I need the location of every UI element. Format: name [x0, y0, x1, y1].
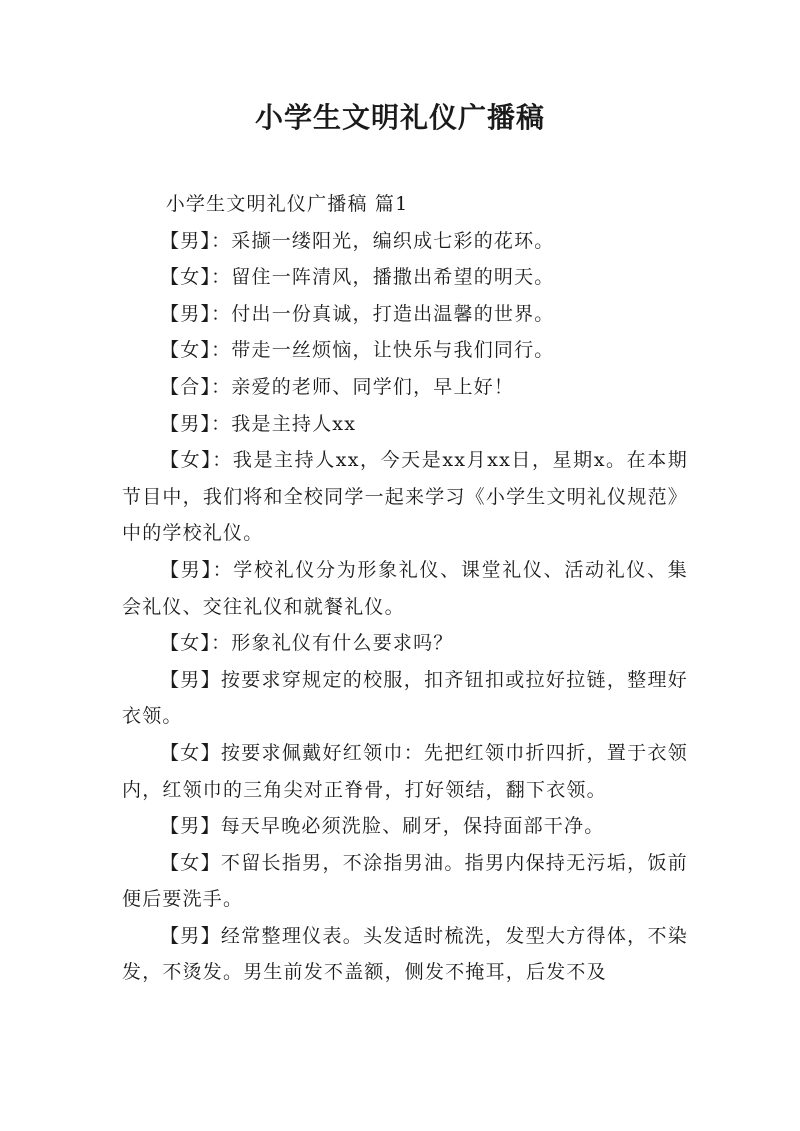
paragraph: 【女】：形象礼仪有什么要求吗？ — [160, 632, 454, 655]
paragraph: 【男】：采撷一缕阳光，编织成七彩的花环。 — [160, 229, 555, 252]
document-title: 小学生文明礼仪广播稿 — [254, 101, 545, 134]
paragraph: 【男】经常整理仪表。头发适时梳洗，发型大方得体，不染发，不烫发。男生前发不盖额，侧发不掩耳，后发不及 — [122, 924, 688, 984]
paragraph: 【男】：学校礼仪分为形象礼仪、课堂礼仪、活动礼仪、集会礼仪、交往礼仪和就餐礼仪。 — [122, 558, 688, 618]
document-body — [122, 186, 688, 991]
paragraph: 【女】：我是主持人xx，今天是xx月xx日，星期x。在本期节目中，我们将和全校同学一起来学习《小学生文明礼仪规范》中的学校礼仪。 — [122, 449, 688, 545]
paragraph: 【女】不留长指男，不涂指男油。指男内保持无污垢，饭前便后要洗手。 — [122, 851, 688, 911]
section-heading: 小学生文明礼仪广播稿 篇1 — [165, 193, 409, 215]
paragraph: 【男】：付出一份真诚，打造出温馨的世界。 — [160, 302, 555, 325]
paragraph: 【男】按要求穿规定的校服，扣齐钮扣或拉好拉链，整理好衣领。 — [122, 668, 688, 728]
paragraph: 【女】：留住一阵清风，播撒出希望的明天。 — [160, 266, 555, 289]
paragraph: 【男】：我是主持人xx — [160, 412, 357, 435]
paragraph: 【女】：带走一丝烦恼，让快乐与我们同行。 — [160, 339, 555, 362]
paragraph: 【女】按要求佩戴好红领巾：先把红领巾折四折，置于衣领内，红领巾的三角尖对正脊骨，打好领结，翻下衣领。 — [122, 741, 688, 801]
paragraph: 【男】每天早晚必须洗脸、刷牙，保持面部干净。 — [160, 815, 605, 838]
paragraph: 【合】：亲爱的老师、同学们，早上好！ — [160, 375, 515, 398]
